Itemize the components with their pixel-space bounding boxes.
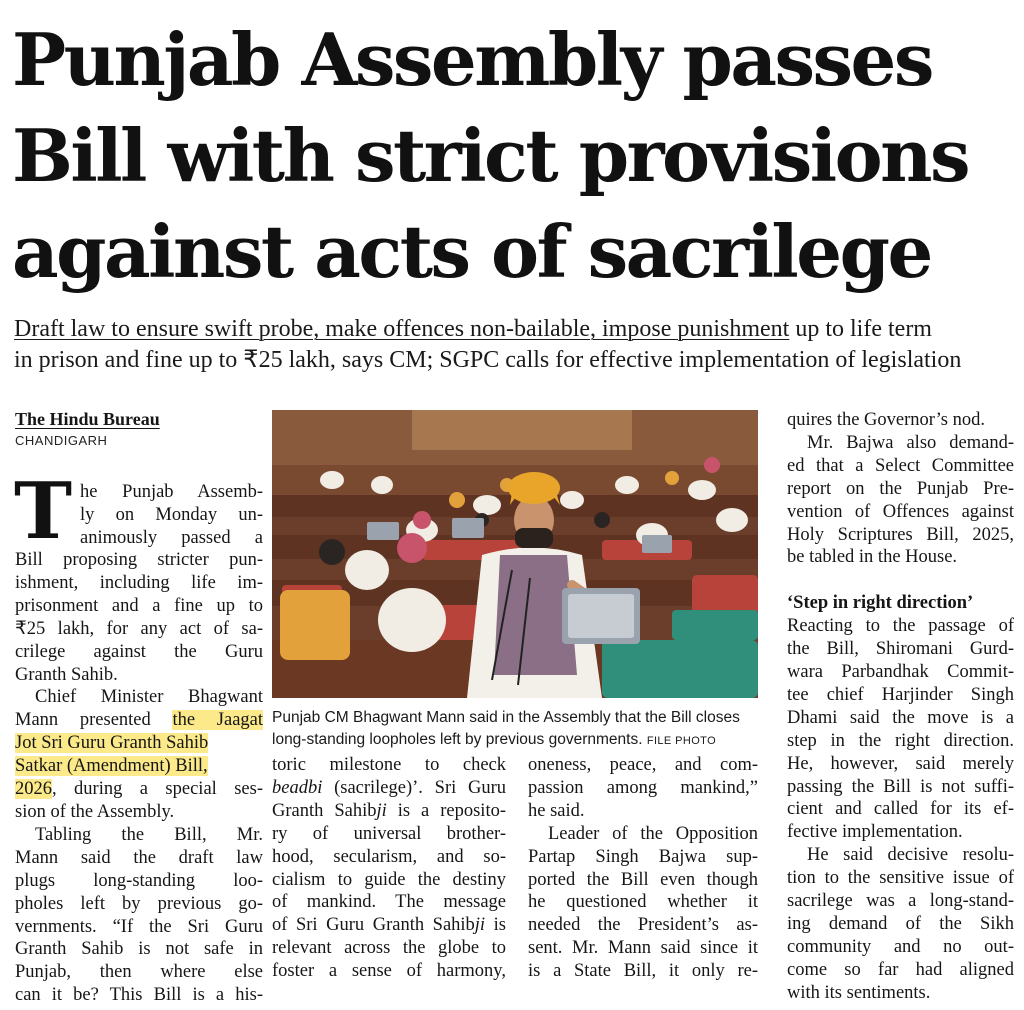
- desk-tablet: [562, 588, 640, 644]
- text-line: Bill proposing stricter pun-: [15, 550, 263, 570]
- highlighted-bill-name: 2026: [15, 779, 52, 800]
- text-run: , during a special ses-: [52, 779, 263, 800]
- text-line: Reacting to the passage of: [787, 616, 1014, 637]
- text-line: Granth Sahib is not safe in: [15, 939, 263, 960]
- text-line: cialism to guide the destiny: [272, 869, 506, 890]
- text-line: animously passed a: [80, 527, 263, 548]
- text-run: is a reposito-: [386, 800, 506, 821]
- text-line: Partap Singh Bajwa sup-: [528, 846, 758, 867]
- text-line: with its sentiments.: [787, 982, 931, 1003]
- text-line: ing demand of the Sikh: [787, 913, 1014, 934]
- text-line: is a State Bill, it only re-: [528, 961, 758, 982]
- text-line: [787, 569, 1014, 592]
- highlighted-bill-name: Jot Sri Guru Granth Sahib: [15, 733, 209, 754]
- text-line: He, however, said merely: [787, 753, 1014, 774]
- dateline: CHANDIGARH: [15, 433, 108, 448]
- headline: [12, 12, 1012, 300]
- article-column-1b: [15, 549, 263, 1007]
- text-line: [272, 914, 506, 937]
- article-column-3: [528, 754, 758, 983]
- text-line: prisonment and a fine up to: [15, 595, 263, 616]
- photo-credit: FILE PHOTO: [646, 735, 717, 747]
- caption-line: Punjab CM Bhagwant Mann said in the Assembly that the Bill closes: [272, 709, 740, 726]
- text-line: tee chief Harjinder Singh: [787, 684, 1014, 705]
- text-line: he questioned whether it: [528, 892, 758, 913]
- text-line: fective implementation.: [787, 822, 963, 843]
- byline-name: The Hindu Bureau: [15, 409, 160, 429]
- text-line: Mann said the draft law: [15, 847, 263, 868]
- text-line: pholes left by previous go-: [15, 893, 263, 914]
- text-line: ed that a Select Committee: [787, 455, 1014, 476]
- text-line: community and no out-: [787, 936, 1014, 957]
- text-line: sacrilege was a long-stand-: [787, 891, 1014, 912]
- text-line: crilege against the Guru: [15, 641, 263, 662]
- deck-line: [14, 314, 1014, 345]
- byline: [15, 408, 160, 450]
- text-line: relevant across the globe to: [272, 938, 506, 959]
- text-run: Mann presented: [15, 710, 173, 731]
- deck-underlined: Draft law to ensure swift probe, make offences non-bailable, impose punishment: [14, 316, 790, 342]
- italic-term: ji: [474, 915, 486, 936]
- text-line: vention of Offences against: [787, 501, 1014, 522]
- italic-term: ji: [376, 800, 387, 821]
- text-run: of Sri Guru Granth Sahib: [272, 915, 475, 936]
- highlighted-bill-name: Satkar (Amendment) Bill,: [15, 756, 208, 777]
- text-line: ry of universal brother-: [272, 823, 506, 844]
- article-column-4: [787, 409, 1014, 1005]
- text-line: Chief Minister Bhagwant: [35, 687, 263, 708]
- text-line: sion of the Assembly.: [15, 801, 175, 822]
- headline-line: Bill with strict provisions: [12, 113, 969, 198]
- text-line: ₹25 lakh, for any act of sa-: [15, 618, 263, 639]
- deck-tail: up to life term: [789, 316, 932, 342]
- text-line: Holy Scriptures Bill, 2025,: [787, 524, 1014, 545]
- text-line: passion among mankind,”: [528, 777, 758, 798]
- text-line: come so far had aligned: [787, 959, 1014, 980]
- text-line: wara Parbandhak Commit-: [787, 661, 1014, 682]
- assembly-photo-illustration: [272, 410, 758, 698]
- text-line: hood, secularism, and so-: [272, 846, 506, 867]
- text-line: quires the Governor’s nod.: [787, 410, 985, 430]
- text-line: sent. Mr. Mann said since it: [528, 938, 758, 959]
- text-line: tion to the sensitive issue of: [787, 868, 1014, 889]
- drop-cap: T: [14, 466, 73, 557]
- caption-text: long-standing loopholes left by previous governments.: [272, 731, 643, 748]
- text-line: can it be? This Bill is a his-: [15, 985, 263, 1006]
- text-line: [272, 800, 506, 823]
- text-line: [15, 755, 263, 778]
- text-line: ported the Bill even though: [528, 869, 758, 890]
- text-run: (sacrilege)’. Sri Guru: [322, 777, 506, 798]
- subheading: ‘Step in right direction’: [787, 593, 974, 614]
- article-column-2: [272, 754, 506, 983]
- text-line: toric milestone to check: [272, 755, 506, 775]
- text-line: [15, 778, 263, 801]
- text-line: report on the Punjab Pre-: [787, 478, 1014, 499]
- article-column-1a: [80, 481, 263, 550]
- text-line: Leader of the Opposition: [548, 823, 758, 844]
- text-line: Tabling the Bill, Mr.: [35, 824, 263, 845]
- text-line: Punjab, then where else: [15, 962, 263, 983]
- text-line: Granth Sahib.: [15, 664, 118, 685]
- text-line: he said.: [528, 800, 585, 821]
- text-run: Granth Sahib: [272, 800, 377, 821]
- caption-line: [272, 729, 762, 752]
- text-line: foster a sense of harmony,: [272, 961, 506, 982]
- photo-caption: [272, 707, 762, 752]
- text-line: needed the President’s as-: [528, 915, 758, 936]
- text-line: cient and called for its ef-: [787, 799, 1014, 820]
- text-line: he Punjab Assemb-: [80, 482, 263, 502]
- headline-line: against acts of sacrilege: [12, 209, 931, 294]
- text-line: [272, 777, 506, 800]
- text-line: ishment, including life im-: [15, 572, 263, 593]
- deck-line: in prison and fine up to ₹25 lakh, says CM; SGPC calls for effective implementation of legislation: [14, 347, 962, 373]
- text-line: He said decisive resolu-: [807, 845, 1014, 866]
- text-line: [15, 732, 263, 755]
- text-line: Mr. Bajwa also demand-: [807, 432, 1014, 453]
- deck: [14, 314, 1014, 376]
- text-line: be tabled in the House.: [787, 547, 958, 568]
- text-line: the Bill, Shiromani Gurd-: [787, 639, 1014, 660]
- text-line: passing the Bill is not suffi-: [787, 776, 1014, 797]
- text-line: ly on Monday un-: [80, 504, 263, 525]
- assembly-photo: [272, 410, 758, 698]
- text-line: step in the right direction.: [787, 730, 1014, 751]
- text-line: of mankind. The message: [272, 892, 506, 913]
- text-line: [15, 709, 263, 732]
- highlighted-bill-name: the Jaagat: [172, 710, 263, 731]
- text-line: oneness, peace, and com-: [528, 755, 758, 775]
- headline-line: Punjab Assembly passes: [12, 17, 932, 102]
- text-line: plugs long-standing loo-: [15, 870, 263, 891]
- text-line: Dhami said the move is a: [787, 707, 1014, 728]
- text-line: vernments. “If the Sri Guru: [15, 916, 263, 937]
- italic-term: beadbi: [272, 777, 323, 798]
- text-run: is: [485, 915, 506, 936]
